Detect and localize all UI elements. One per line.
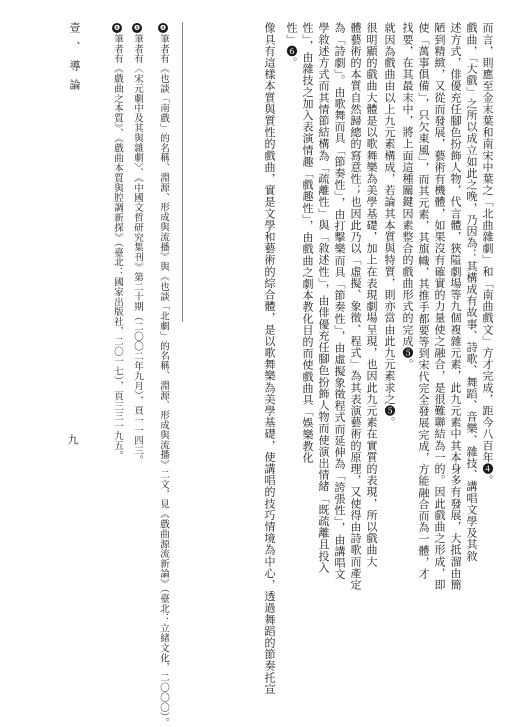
- footnote-marker: ❺: [133, 23, 141, 33]
- body-line: 找要，在其最末中，將上面這種關鍵因素整合的戲曲形式的完成❺。: [401, 22, 414, 370]
- body-line: 陋到精緻，又從而發展，藝術有機體，如果沒有確實的力量使之融合，是很難聯結為一的。因此戲曲之形成，即: [433, 22, 446, 591]
- body-line: 述方式，俳優充任腳色扮飾人物，代言體，狹隘劇場等九個複雜元素，此九元素中其本身多有發展，大抵溜由簡: [449, 22, 462, 591]
- footnote: [110, 22, 124, 461]
- body-line: 戲曲，「大戲」之所以成立如此之晚，乃因為：其構成有故事、詩歌、舞蹈、音樂、雜技、講唱文學及其敘: [465, 22, 478, 562]
- running-head: 壹、導論: [68, 22, 81, 98]
- body-line: 性」，由雜技之加入表演情趣「戲趣性」，由戲曲之劇本教化目的而使戲曲具「娛樂教化: [301, 22, 314, 464]
- body-line: 為「詩劇」。由歌舞而具「節奏性」，由打擊樂而具「節奏性」，由虛擬象徵程式而延伸為「誇張性」，由講唱文: [333, 22, 346, 580]
- footnote: [156, 22, 170, 727]
- footnote-marker: ❹: [159, 23, 167, 33]
- closing-paragraph-line: 像具有這樣本質與質性的戲曲，實是文學和藝術的綜合體，是以歌舞樂為美學基礎，使講唱的技巧情境為中心，透過舞蹈的節奏托宣: [263, 22, 276, 695]
- body-line: 學敘述方式而其情節結構為「疏離性」與「敘述性」，由俳優充任腳色扮飾人物而使演出情緒「既疏離且投入: [317, 22, 330, 574]
- body-line: 性」❻。: [285, 22, 298, 69]
- body-line: 使「萬事俱備」，只欠東風」，而其元素，其旗幟，其推手都要等到宋代完全發展完成，方能融合而為一體，才: [417, 22, 430, 580]
- body-line: 而言，則應至金末葉和南宋中葉之「北曲雜劇」和「南曲戲文」方才完成，距今八百年❹。: [481, 22, 494, 486]
- body-line: 很明顯的戲曲大體是以歌舞樂為美學基礎，加上在表現劇場呈現，也因此九元素在實質的表現，所以戲曲大: [365, 22, 378, 568]
- body-line: 就因為戲曲由以上九元素構成，若論其本質與特質，則亦當由此九元素求之❺。: [383, 22, 396, 428]
- footnote-text: 筆者有《也談「南戲」的名稱、淵源、形成與流播》與《也談「北劇」的名稱、淵源、形成與流播》二文，見《戲曲源流新論》（臺北：立緒文化，二〇〇〇）。: [158, 34, 169, 727]
- body-line: 體藝術的本質自然歸總的寫意性；也因此乃以「虛擬、象徵、程式」為其表演藝術的原理，又使得由詩歌而產定: [349, 22, 362, 591]
- footnote-text: 筆者有〈宋元劇中及其與雜劇〉、《中國文哲研究集刊》第二十期（二〇〇二年九月），頁一一四三。: [132, 34, 143, 466]
- footnote-marker: ❻: [113, 23, 121, 33]
- page-number: 九: [66, 434, 79, 445]
- notes-divider: [182, 22, 183, 322]
- footnote: [130, 22, 144, 466]
- footnote-text: 筆者有《戲曲之本質》、《戲曲本質與腔調新探》（臺北：國家出版社，二〇一七），頁三三一九五。: [112, 34, 123, 461]
